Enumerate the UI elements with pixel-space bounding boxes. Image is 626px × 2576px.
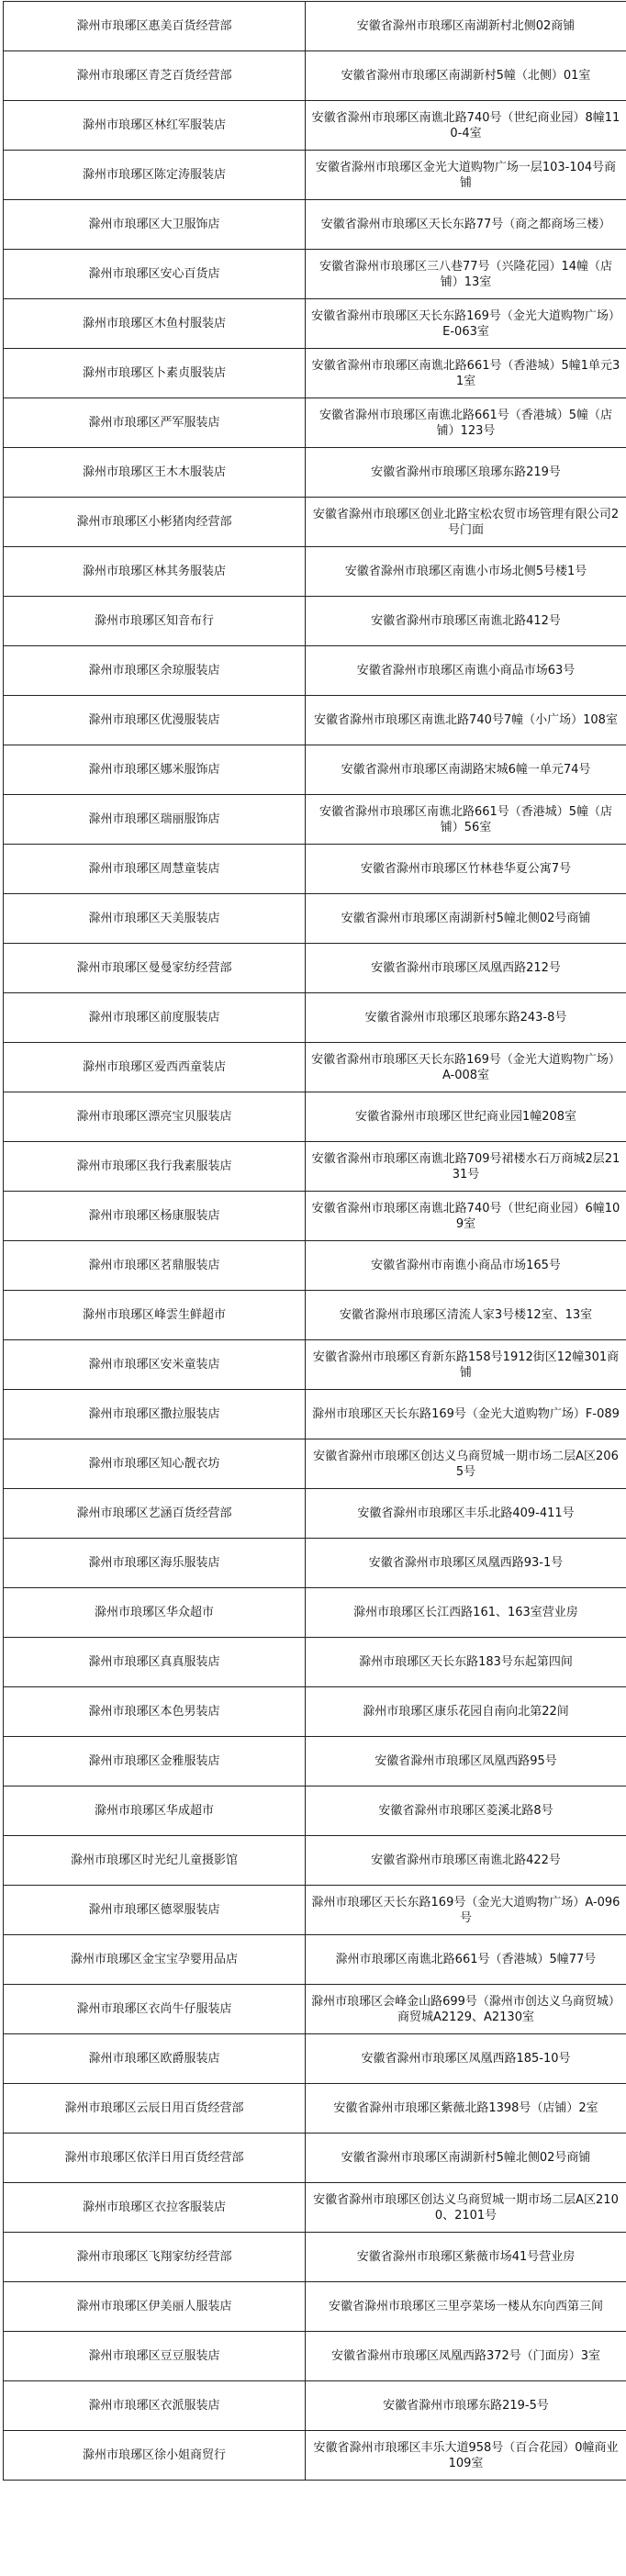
- table-row: [4, 498, 626, 547]
- business-name-cell: 滁州市琅琊区前度服装店: [4, 993, 306, 1043]
- business-address-cell: 安徽省滁州市琅琊区凤凰西路185-10号: [306, 2034, 626, 2084]
- table-row: [4, 1439, 626, 1489]
- table-row: [4, 1786, 626, 1836]
- business-name-cell: 滁州市琅琊区衣派服装店: [4, 2381, 306, 2431]
- business-address-cell: 安徽省滁州市琅琊区凤凰西路93-1号: [306, 1539, 626, 1588]
- business-address-cell: 安徽省滁州市琅琊区南谯北路709号裙楼水石万商城2层2131号: [306, 1142, 626, 1192]
- business-table: [3, 1, 626, 2481]
- business-name-cell: 滁州市琅琊区陈定涛服装店: [4, 151, 306, 200]
- business-address-cell: 安徽省滁州市琅琊区南谯北路661号（香港城）5幢1单元31室: [306, 349, 626, 398]
- business-address-cell: 安徽省滁州市琅琊区琅琊东路243-8号: [306, 993, 626, 1043]
- business-address-cell: 安徽省滁州市琅琊区南湖新村5幢北侧02号商铺: [306, 2134, 626, 2183]
- business-name-cell: 滁州市琅琊区衣拉客服装店: [4, 2183, 306, 2233]
- business-address-cell: 安徽省滁州市琅琊区竹林巷华夏公寓7号: [306, 845, 626, 894]
- business-name-cell: 滁州市琅琊区峰雲生鲜超市: [4, 1291, 306, 1340]
- table-row: [4, 696, 626, 745]
- business-address-cell: 滁州市琅琊区康乐花园自南向北第22间: [306, 1687, 626, 1737]
- business-address-cell: 安徽省滁州市琅琊区天长东路77号（商之都商场三楼）: [306, 200, 626, 250]
- table-row: [4, 2084, 626, 2134]
- business-address-cell: 安徽省滁州市琅琊区凤凰西路372号（门面房）3室: [306, 2332, 626, 2381]
- table-row: [4, 1737, 626, 1786]
- business-address-cell: 安徽省滁州市琅琊区南湖路宋城6幢一单元74号: [306, 745, 626, 795]
- table-row: [4, 547, 626, 597]
- table-row: [4, 1638, 626, 1687]
- business-address-cell: 安徽省滁州市琅琊区三里亭菜场一楼从东向西第三间: [306, 2282, 626, 2332]
- business-name-cell: 滁州市琅琊区王木木服装店: [4, 448, 306, 498]
- business-name-cell: 滁州市琅琊区林其务服装店: [4, 547, 306, 597]
- business-address-cell: 滁州市琅琊区天长东路183号东起第四间: [306, 1638, 626, 1687]
- business-name-cell: 滁州市琅琊区撒拉服装店: [4, 1390, 306, 1439]
- table-row: [4, 1390, 626, 1439]
- business-address-cell: 安徽省滁州市琅琊区天长东路169号（金光大道购物广场）E-063室: [306, 299, 626, 349]
- table-row: [4, 2034, 626, 2084]
- business-name-cell: 滁州市琅琊区徐小姐商贸行: [4, 2431, 306, 2481]
- business-name-cell: 滁州市琅琊区云辰日用百货经营部: [4, 2084, 306, 2134]
- table-row: [4, 1985, 626, 2034]
- table-row: [4, 1142, 626, 1192]
- table-row: [4, 151, 626, 200]
- business-address-cell: 安徽省滁州市琅琊区南谯北路740号（世纪商业园）6幢109室: [306, 1192, 626, 1241]
- table-row: [4, 795, 626, 845]
- business-address-cell: 安徽省滁州市琅琊区丰乐北路409-411号: [306, 1489, 626, 1539]
- business-address-cell: 安徽省滁州市琅琊区育新东路158号1912街区12幢301商铺: [306, 1340, 626, 1390]
- business-address-cell: 安徽省滁州市琅琊区南谯北路661号（香港城）5幢（店铺）123号: [306, 398, 626, 448]
- business-name-cell: 滁州市琅琊区海乐服装店: [4, 1539, 306, 1588]
- table-row: [4, 1489, 626, 1539]
- table-row: [4, 597, 626, 646]
- business-name-cell: 滁州市琅琊区真真服装店: [4, 1638, 306, 1687]
- table-row: [4, 2183, 626, 2233]
- table-row: [4, 101, 626, 151]
- business-address-cell: 安徽省滁州市琅琊区三八巷77号（兴隆花园）14幢（店铺）13室: [306, 250, 626, 299]
- business-name-cell: 滁州市琅琊区我行我素服装店: [4, 1142, 306, 1192]
- business-address-cell: 安徽省滁州市琅琊区南谯北路740号7幢（小广场）108室: [306, 696, 626, 745]
- table-row: [4, 1092, 626, 1142]
- business-address-cell: 滁州市琅琊区天长东路169号（金光大道购物广场）A-096号: [306, 1886, 626, 1935]
- business-name-cell: 滁州市琅琊区余琼服装店: [4, 646, 306, 696]
- business-address-cell: 安徽省滁州市琅琊区南谯北路422号: [306, 1836, 626, 1886]
- table-row: [4, 2, 626, 51]
- table-row: [4, 1539, 626, 1588]
- business-address-cell: 安徽省滁州市琅琊区紫薇市场41号营业房: [306, 2233, 626, 2282]
- business-address-cell: 安徽省滁州市琅琊区凤凰西路212号: [306, 944, 626, 993]
- business-name-cell: 滁州市琅琊区严军服装店: [4, 398, 306, 448]
- business-address-cell: 安徽省滁州市琅琊区菱溪北路8号: [306, 1786, 626, 1836]
- business-address-cell: 安徽省滁州市琅琊区创业北路宝松农贸市场管理有限公司2号门面: [306, 498, 626, 547]
- business-address-cell: 滁州市琅琊区南谯北路661号（香港城）5幢77号: [306, 1935, 626, 1985]
- table-row: [4, 1687, 626, 1737]
- table-row: [4, 1192, 626, 1241]
- business-address-cell: 安徽省滁州市琅琊区南谯小商品市场63号: [306, 646, 626, 696]
- business-name-cell: 滁州市琅琊区安心百货店: [4, 250, 306, 299]
- business-name-cell: 滁州市琅琊区艺涵百货经营部: [4, 1489, 306, 1539]
- business-name-cell: 滁州市琅琊区衣尚牛仔服装店: [4, 1985, 306, 2034]
- business-address-cell: 安徽省滁州市琅琊区丰乐大道958号（百合花园）0幢商业109室: [306, 2431, 626, 2481]
- business-address-cell: 安徽省滁州市琅琊区创达义乌商贸城一期市场二层A区2065号: [306, 1439, 626, 1489]
- table-row: [4, 448, 626, 498]
- business-name-cell: 滁州市琅琊区飞翔家纺经营部: [4, 2233, 306, 2282]
- table-row: [4, 1043, 626, 1092]
- table-row: [4, 2233, 626, 2282]
- business-name-cell: 滁州市琅琊区金宝宝孕婴用品店: [4, 1935, 306, 1985]
- business-name-cell: 滁州市琅琊区金雅服装店: [4, 1737, 306, 1786]
- business-address-cell: 滁州市琅琊区长江西路161、163室营业房: [306, 1588, 626, 1638]
- business-name-cell: 滁州市琅琊区卜素贞服装店: [4, 349, 306, 398]
- business-name-cell: 滁州市琅琊区时光纪儿童摄影馆: [4, 1836, 306, 1886]
- table-row: [4, 51, 626, 101]
- business-address-cell: 安徽省滁州市琅琊区清流人家3号楼12室、13室: [306, 1291, 626, 1340]
- business-address-cell: 安徽省滁州市琅琊区金光大道购物广场一层103-104号商铺: [306, 151, 626, 200]
- business-name-cell: 滁州市琅琊区天美服装店: [4, 894, 306, 944]
- table-row: [4, 944, 626, 993]
- table-row: [4, 2134, 626, 2183]
- table-row: [4, 2282, 626, 2332]
- business-name-cell: 滁州市琅琊区漂亮宝贝服装店: [4, 1092, 306, 1142]
- business-name-cell: 滁州市琅琊区小彬猪肉经营部: [4, 498, 306, 547]
- table-row: [4, 894, 626, 944]
- business-name-cell: 滁州市琅琊区依洋日用百货经营部: [4, 2134, 306, 2183]
- table-row: [4, 1935, 626, 1985]
- business-name-cell: 滁州市琅琊区青芝百货经营部: [4, 51, 306, 101]
- business-address-cell: 安徽省滁州市琅琊区南谯北路661号（香港城）5幢（店铺）56室: [306, 795, 626, 845]
- business-name-cell: 滁州市琅琊区华众超市: [4, 1588, 306, 1638]
- table-row: [4, 2431, 626, 2481]
- table-row: [4, 250, 626, 299]
- table-row: [4, 1836, 626, 1886]
- table-row: [4, 646, 626, 696]
- table-row: [4, 299, 626, 349]
- business-name-cell: 滁州市琅琊区欧爵服装店: [4, 2034, 306, 2084]
- table-row: [4, 993, 626, 1043]
- business-name-cell: 滁州市琅琊区德翠服装店: [4, 1886, 306, 1935]
- table-body: [4, 2, 626, 2481]
- business-name-cell: 滁州市琅琊区瑞丽服饰店: [4, 795, 306, 845]
- business-name-cell: 滁州市琅琊区周慧童装店: [4, 845, 306, 894]
- business-name-cell: 滁州市琅琊区大卫服饰店: [4, 200, 306, 250]
- business-address-cell: 安徽省滁州市琅琊区世纪商业园1幢208室: [306, 1092, 626, 1142]
- business-name-cell: 滁州市琅琊区知心靓衣坊: [4, 1439, 306, 1489]
- business-address-cell: 安徽省滁州市南谯小商品市场165号: [306, 1241, 626, 1291]
- business-address-cell: 安徽省滁州市琅琊区南谯北路412号: [306, 597, 626, 646]
- business-address-cell: 安徽省滁州市琅琊区南谯北路740号（世纪商业园）8幢110-4室: [306, 101, 626, 151]
- business-address-cell: 滁州市琅琊区会峰金山路699号（滁州市创达义乌商贸城）商贸城A2129、A2130室: [306, 1985, 626, 2034]
- business-address-cell: 安徽省滁州市琅琊区创达义乌商贸城一期市场二层A区2100、2101号: [306, 2183, 626, 2233]
- business-address-cell: 安徽省滁州市琅琊区凤凰西路95号: [306, 1737, 626, 1786]
- business-name-cell: 滁州市琅琊区娜米服饰店: [4, 745, 306, 795]
- business-name-cell: 滁州市琅琊区爱西西童装店: [4, 1043, 306, 1092]
- table-row: [4, 1886, 626, 1935]
- table-row: [4, 2381, 626, 2431]
- business-name-cell: 滁州市琅琊区林红军服装店: [4, 101, 306, 151]
- business-name-cell: 滁州市琅琊区豆豆服装店: [4, 2332, 306, 2381]
- business-name-cell: 滁州市琅琊区茗鼎服装店: [4, 1241, 306, 1291]
- table-row: [4, 398, 626, 448]
- table-row: [4, 349, 626, 398]
- table-row: [4, 745, 626, 795]
- table-row: [4, 1291, 626, 1340]
- business-name-cell: 滁州市琅琊区杨康服装店: [4, 1192, 306, 1241]
- business-address-cell: 安徽省滁州市琅琊东路219-5号: [306, 2381, 626, 2431]
- business-address-cell: 滁州市琅琊区天长东路169号（金光大道购物广场）F-089: [306, 1390, 626, 1439]
- table-row: [4, 1241, 626, 1291]
- table-row: [4, 1340, 626, 1390]
- table-row: [4, 1588, 626, 1638]
- business-name-cell: 滁州市琅琊区曼曼家纺经营部: [4, 944, 306, 993]
- business-name-cell: 滁州市琅琊区本色男装店: [4, 1687, 306, 1737]
- business-name-cell: 滁州市琅琊区安米童装店: [4, 1340, 306, 1390]
- business-name-cell: 滁州市琅琊区优漫服装店: [4, 696, 306, 745]
- business-address-cell: 安徽省滁州市琅琊区琅琊东路219号: [306, 448, 626, 498]
- business-address-cell: 安徽省滁州市琅琊区天长东路169号（金光大道购物广场）A-008室: [306, 1043, 626, 1092]
- business-address-cell: 安徽省滁州市琅琊区紫薇北路1398号（店铺）2室: [306, 2084, 626, 2134]
- business-address-cell: 安徽省滁州市琅琊区南湖新村5幢北侧02号商铺: [306, 894, 626, 944]
- table-row: [4, 845, 626, 894]
- business-name-cell: 滁州市琅琊区知音布行: [4, 597, 306, 646]
- business-address-cell: 安徽省滁州市琅琊区南湖新村北侧02商铺: [306, 2, 626, 51]
- business-address-cell: 安徽省滁州市琅琊区南谯小市场北侧5号楼1号: [306, 547, 626, 597]
- business-address-cell: 安徽省滁州市琅琊区南湖新村5幢（北侧）01室: [306, 51, 626, 101]
- table-row: [4, 200, 626, 250]
- business-name-cell: 滁州市琅琊区惠美百货经营部: [4, 2, 306, 51]
- business-name-cell: 滁州市琅琊区木鱼村服装店: [4, 299, 306, 349]
- business-name-cell: 滁州市琅琊区华成超市: [4, 1786, 306, 1836]
- table-row: [4, 2332, 626, 2381]
- business-name-cell: 滁州市琅琊区伊美丽人服装店: [4, 2282, 306, 2332]
